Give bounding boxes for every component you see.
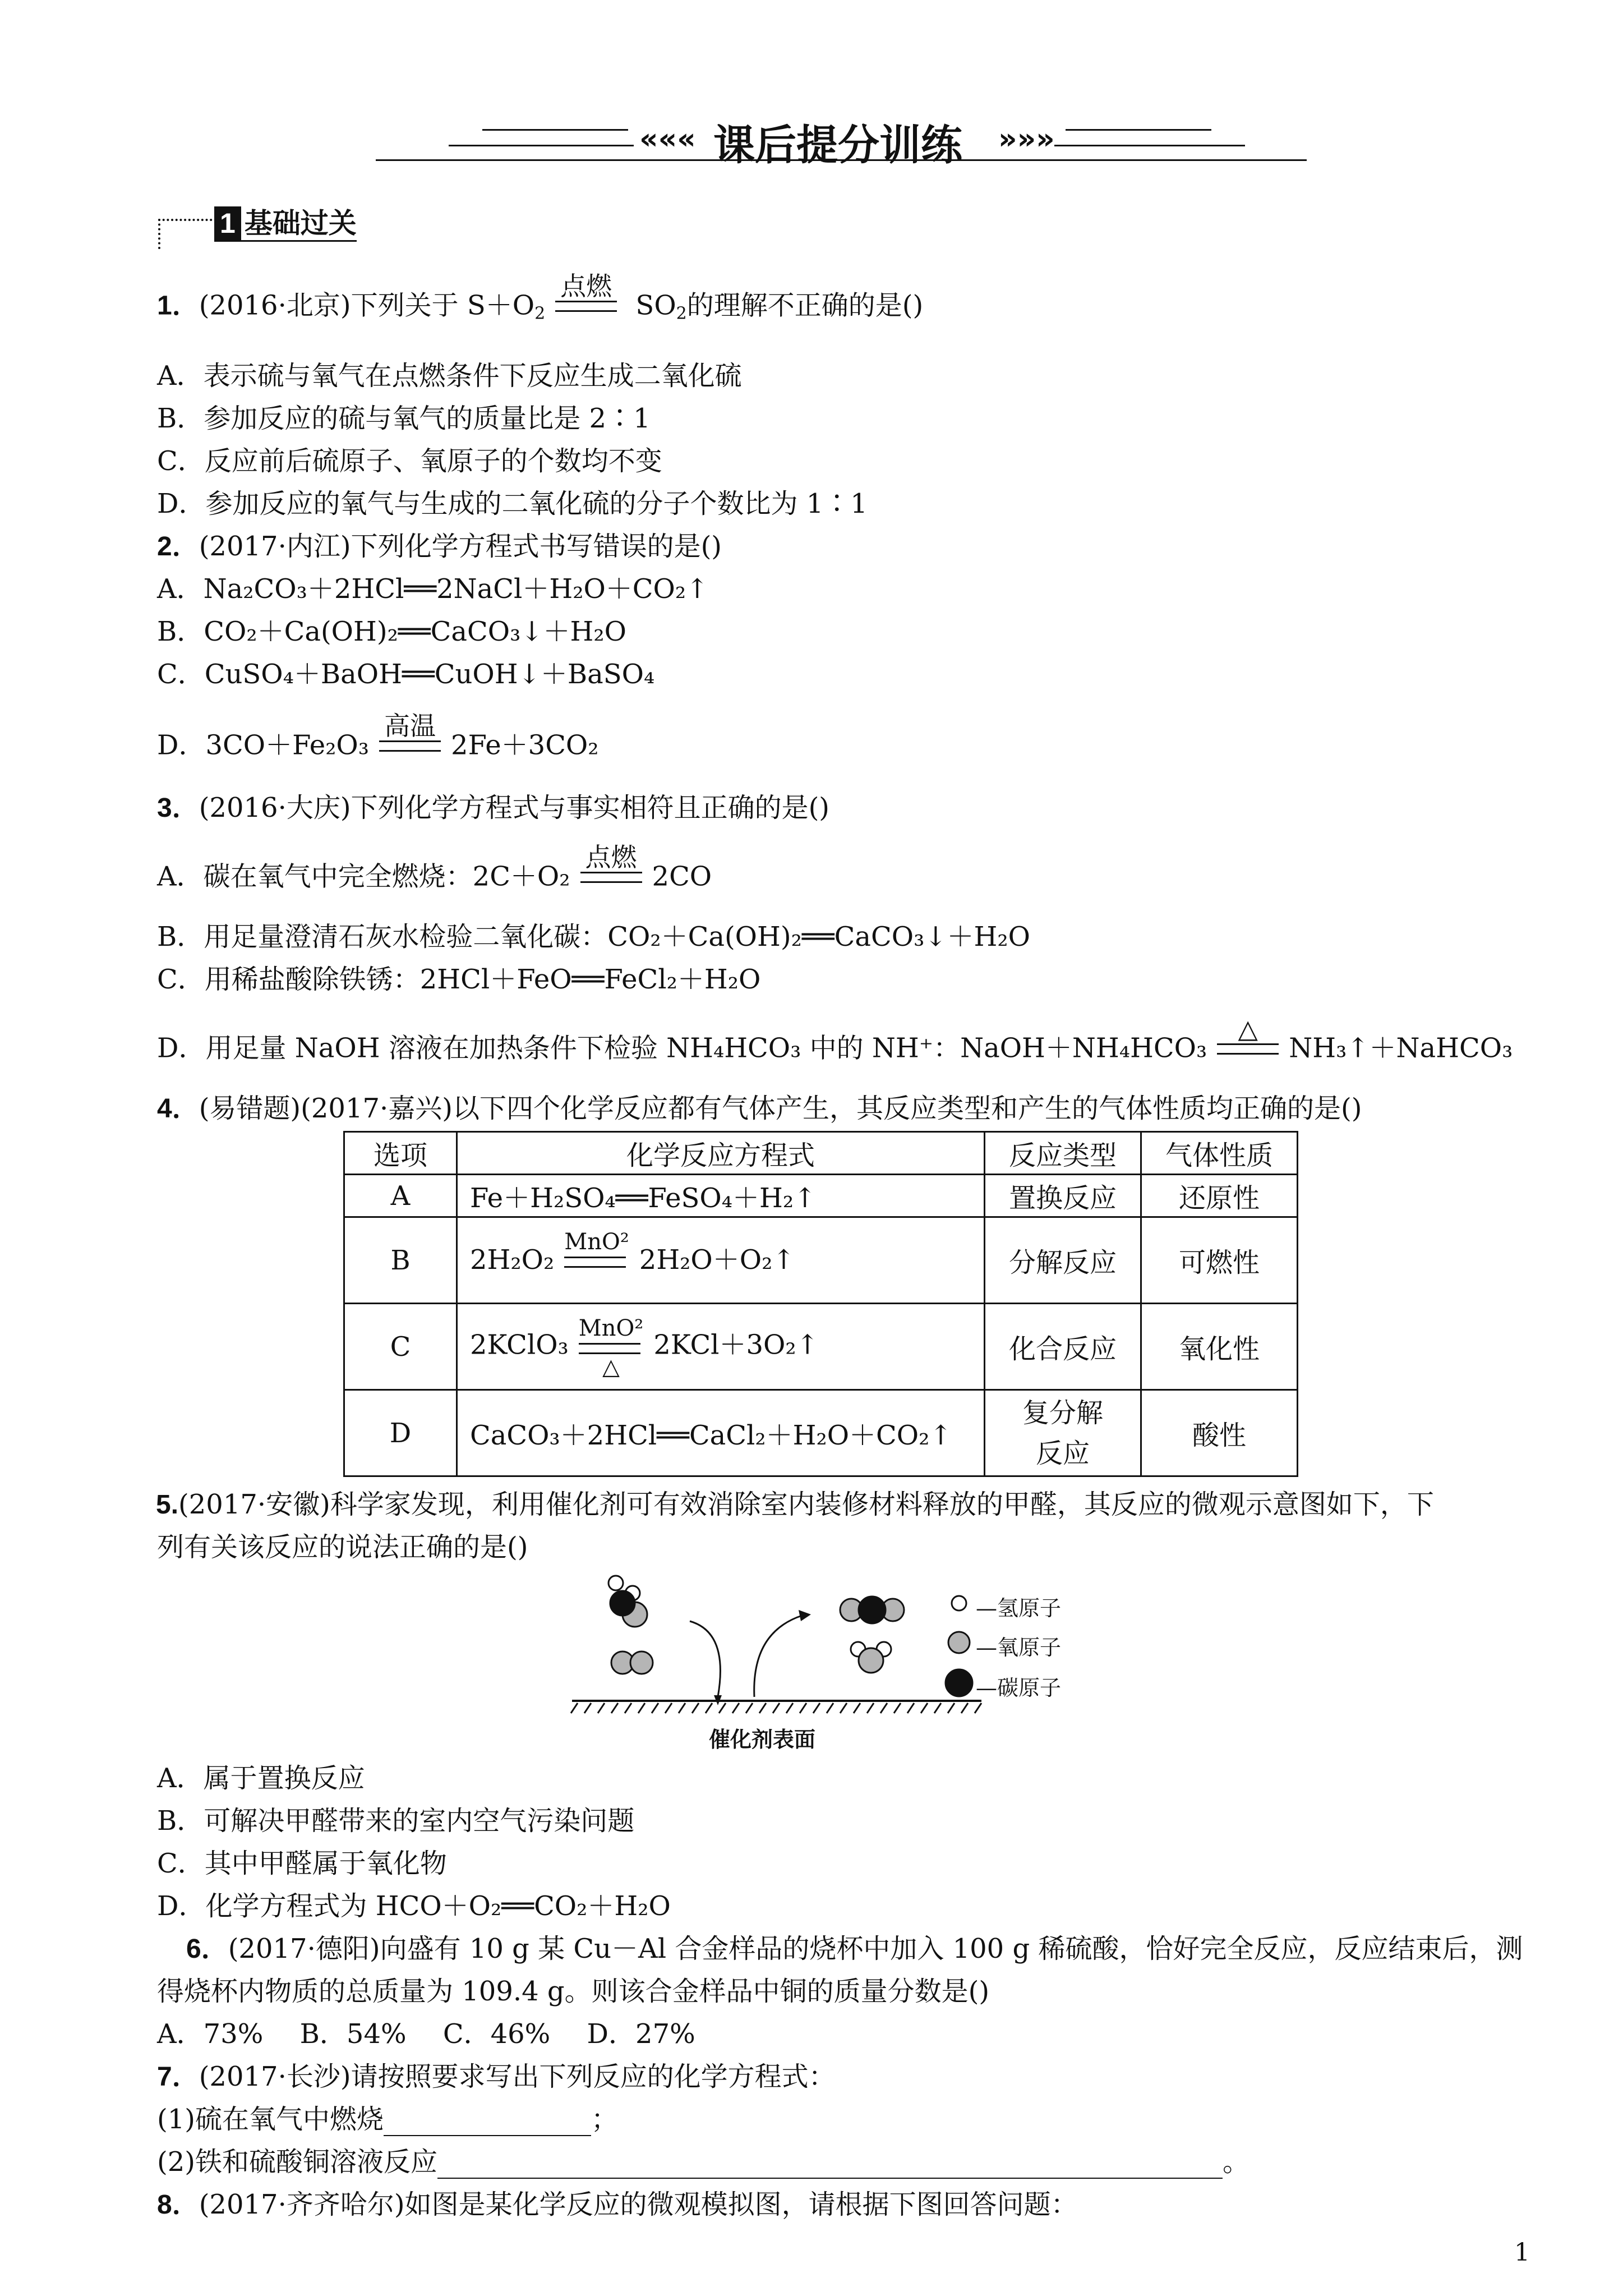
table-row — [344, 1304, 1298, 1390]
q3-d-condition — [1217, 1014, 1279, 1055]
q1-number: 1． — [157, 291, 199, 321]
q6-option-c: C．46% — [442, 2018, 551, 2050]
q4-row-d-option: D — [344, 1390, 457, 1476]
q4-row-c-option: C — [344, 1304, 457, 1390]
legend-oxygen-icon — [948, 1632, 970, 1653]
q8-stem — [157, 2188, 1078, 2222]
q6-option-b: B．54% — [299, 2018, 407, 2050]
q7-part2-end: 。 — [1223, 2146, 1250, 2178]
q5-option-c: C．其中甲醛属于氧化物 — [157, 1848, 447, 1879]
q7-part1-answer-blank[interactable] — [384, 2110, 591, 2136]
catalyst-surface — [571, 1701, 981, 1713]
q4-row-c-eq-post: 2KCl＋3O₂↑ — [653, 1329, 819, 1360]
q4-row-b-eq-pre: 2H₂O₂ — [470, 1244, 555, 1276]
q5-option-d: D．化学方程式为 HCO＋O₂══CO₂＋H₂O — [157, 1890, 671, 1922]
q3-a-condition — [580, 843, 642, 883]
legend-hydrogen-icon — [952, 1596, 966, 1611]
header-marks-left: ««« — [639, 122, 696, 156]
q1-condition — [555, 272, 617, 312]
q7-part2 — [157, 2145, 1249, 2179]
q4-row-d-type — [985, 1390, 1141, 1476]
q2-option-c: C．CuSO₄＋BaOH══CuOH↓＋BaSO₄ — [157, 659, 655, 690]
q4-row-a-type: 置换反应 — [985, 1175, 1141, 1217]
q2-number: 2． — [157, 532, 199, 562]
q6-number: 6． — [186, 1934, 228, 1964]
q3-d-cond-text: △ — [1238, 1014, 1258, 1044]
table-row — [344, 1175, 1298, 1217]
q6-options — [157, 2017, 695, 2051]
q4-row-c-cond-top: MnO² — [578, 1315, 644, 1341]
q4-text: (易错题)(2017·嘉兴)以下四个化学反应都有气体产生，其反应类型和产生的气体性质均正确的是() — [199, 1093, 1362, 1124]
q4-row-b-option: B — [344, 1217, 457, 1304]
oxygen-molecule-reactant — [611, 1651, 653, 1674]
q3-a-cond-text: 点燃 — [585, 842, 637, 872]
q1-option-a: A．表示硫与氧气在点燃条件下反应生成二氧化硫 — [157, 360, 742, 392]
legend-oxygen-label: —氧原子 — [976, 1635, 1062, 1660]
header-rule-left-1 — [482, 129, 628, 131]
legend-carbon-icon — [946, 1669, 972, 1696]
q7-text: (2017·长沙)请按照要求写出下列反应的化学方程式： — [199, 2061, 836, 2092]
section-tag-frame — [158, 219, 216, 249]
q4-row-b-cond-top: MnO² — [564, 1228, 629, 1255]
q2-option-b: B．CO₂＋Ca(OH)₂══CaCO₃↓＋H₂O — [157, 616, 626, 647]
q2-source: (2017·内江) — [199, 531, 351, 562]
q4-header-property: 气体性质 — [1141, 1132, 1298, 1175]
q2-d-cond-text: 高温 — [384, 711, 436, 741]
q4-row-c-property: 氧化性 — [1141, 1304, 1298, 1390]
q2-text: 下列化学方程式书写错误的是() — [351, 531, 722, 562]
page-number: 1 — [1514, 2238, 1530, 2267]
q2-option-a: A．Na₂CO₃＋2HCl══2NaCl＋H₂O＋CO₂↑ — [157, 573, 709, 605]
q5-stem-line2: 列有关该反应的说法正确的是() — [157, 1531, 528, 1563]
q3-option-a — [157, 842, 712, 899]
header-marks-right: »»» — [998, 122, 1055, 156]
page-title: 课后提分训练 — [713, 121, 962, 169]
q7-stem — [157, 2060, 836, 2094]
q6-stem-line1 — [186, 1932, 1523, 1966]
q6-stem-line2: 得烧杯内物质的总质量为 109.4 g。则该合金样品中铜的质量分数是() — [157, 1976, 990, 2007]
q4-row-b-type: 分解反应 — [985, 1217, 1141, 1304]
q4-header-equation: 化学反应方程式 — [457, 1132, 985, 1175]
q4-row-d-equation: CaCO₃＋2HCl══CaCl₂＋H₂O＋CO₂↑ — [457, 1390, 985, 1476]
q4-row-c-eq-pre: 2KClO₃ — [470, 1329, 569, 1360]
header-rule-left-2 — [449, 145, 634, 146]
q7-part1 — [157, 2102, 618, 2136]
q1-post-sub: 2 — [676, 303, 687, 324]
q7-part2-text: (2)铁和硫酸铜溶液反应 — [157, 2146, 437, 2178]
q5-option-a: A．属于置换反应 — [157, 1763, 365, 1794]
q5-number: 5. — [156, 1490, 179, 1520]
q2-option-d — [157, 711, 599, 767]
q3-a-post: 2CO — [652, 861, 712, 892]
q3-text: 下列化学方程式与事实相符且正确的是() — [351, 792, 830, 823]
q4-stem — [157, 1092, 1362, 1126]
q1-tail: 的理解不正确的是() — [686, 289, 924, 321]
q1-source: (2016·北京) — [199, 289, 351, 321]
q5-option-b: B．可解决甲醛带来的室内空气污染问题 — [157, 1805, 635, 1837]
q3-source: (2016·大庆) — [199, 792, 351, 823]
q2-d-condition — [379, 711, 441, 752]
q8-text: (2017·齐齐哈尔)如图是某化学反应的微观模拟图，请根据下图回答问题： — [199, 2189, 1078, 2220]
q4-options-table — [343, 1131, 1298, 1477]
q1-cond-text: 点燃 — [560, 271, 612, 301]
adsorb-arrow-icon — [690, 1621, 720, 1697]
q1-option-d: D．参加反应的氧气与生成的二氧化硫的分子个数比为 1∶1 — [157, 488, 868, 519]
section-tag — [214, 206, 357, 242]
q7-part1-text: (1)硫在氧气中燃烧 — [157, 2104, 384, 2135]
q3-option-d — [157, 1014, 1513, 1070]
table-row — [344, 1390, 1298, 1476]
q7-part2-answer-blank[interactable] — [437, 2153, 1223, 2179]
q4-row-c-condition — [579, 1314, 644, 1380]
q4-row-d-type-line2: 反应 — [1035, 1437, 1090, 1469]
q4-row-b-property: 可燃性 — [1141, 1217, 1298, 1304]
q3-a-pre: A．碳在氧气中完全燃烧：2C＋O₂ — [157, 861, 570, 892]
release-arrow-icon — [754, 1616, 802, 1697]
q4-row-d-type-line1: 复分解 — [1022, 1397, 1103, 1429]
q4-row-b-condition — [564, 1227, 629, 1268]
q2-d-post: 2Fe＋3CO₂ — [451, 729, 599, 761]
q3-stem — [157, 791, 829, 825]
q5-reaction-diagram — [566, 1571, 993, 1739]
formaldehyde-molecule — [608, 1576, 647, 1627]
legend-carbon-label: —碳原子 — [976, 1676, 1062, 1700]
q4-row-a-property: 还原性 — [1141, 1175, 1298, 1217]
carbon-dioxide-molecule — [840, 1596, 904, 1623]
q2-stem — [157, 530, 722, 564]
q4-header-option: 选项 — [344, 1132, 457, 1175]
section-title: 基础过关 — [244, 206, 357, 240]
q7-number: 7． — [157, 2062, 199, 2092]
q1-stem — [157, 271, 924, 331]
q5-stem-line1 — [156, 1488, 1434, 1522]
q4-row-d-property: 酸性 — [1141, 1390, 1298, 1476]
legend-hydrogen-label: —氢原子 — [976, 1596, 1062, 1621]
diagram-caption: 催化剂表面 — [709, 1727, 816, 1752]
q4-row-c-equation — [457, 1304, 985, 1390]
q4-row-b-equation — [457, 1217, 985, 1304]
q4-table-header-row — [344, 1132, 1298, 1175]
q5-text-line1: (2017·安徽)科学家发现，利用催化剂可有效消除室内装修材料释放的甲醛，其反应的微观示意图如下，下 — [178, 1489, 1434, 1520]
q4-row-a-equation: Fe＋H₂SO₄══FeSO₄＋H₂↑ — [457, 1175, 985, 1217]
q4-row-c-cond-bottom: △ — [602, 1354, 620, 1380]
q6-option-d: D．27% — [587, 2018, 695, 2050]
q1-option-c: C．反应前后硫原子、氧原子的个数均不变 — [157, 445, 662, 477]
q4-number: 4． — [157, 1094, 199, 1124]
q3-d-post: NH₃↑＋NaHCO₃ — [1289, 1032, 1513, 1064]
q6-text-line1: (2017·德阳)向盛有 10 g 某 Cu－Al 合金样品的烧杯中加入 100 g 稀硫酸，恰好完全反应，反应结束后，测 — [228, 1933, 1523, 1964]
section-number: 1 — [214, 206, 241, 240]
q3-d-pre: D．用足量 NaOH 溶液在加热条件下检验 NH₄HCO₃ 中的 NH⁺：NaOH＋NH₄HCO₃ — [157, 1032, 1207, 1064]
water-molecule — [851, 1642, 891, 1673]
table-row — [344, 1217, 1298, 1304]
q3-option-b: B．用足量澄清石灰水检验二氧化碳：CO₂＋Ca(OH)₂══CaCO₃↓＋H₂O — [157, 921, 1030, 953]
q1-option-b: B．参加反应的硫与氧气的质量比是 2∶1 — [157, 403, 651, 434]
q1-eq-post: SO — [627, 289, 676, 321]
header-rule-right-2 — [1054, 145, 1245, 146]
q6-option-a: A．73% — [157, 2018, 264, 2050]
q4-row-b-eq-post: 2H₂O＋O₂↑ — [639, 1244, 795, 1276]
q2-d-pre: D．3CO＋Fe₂O₃ — [157, 729, 370, 761]
q1-eq-pre: 下列关于 S＋O — [351, 289, 535, 321]
q4-header-type: 反应类型 — [985, 1132, 1141, 1175]
header-rule-right-1 — [1066, 129, 1211, 131]
q3-number: 3． — [157, 793, 199, 823]
q4-row-c-type: 化合反应 — [985, 1304, 1141, 1390]
q3-option-c: C．用稀盐酸除铁锈：2HCl＋FeO══FeCl₂＋H₂O — [157, 964, 761, 995]
q1-o-sub: 2 — [534, 303, 546, 324]
q8-number: 8． — [157, 2190, 199, 2220]
q7-part1-end: ； — [591, 2104, 619, 2135]
q4-row-a-option: A — [344, 1175, 457, 1217]
